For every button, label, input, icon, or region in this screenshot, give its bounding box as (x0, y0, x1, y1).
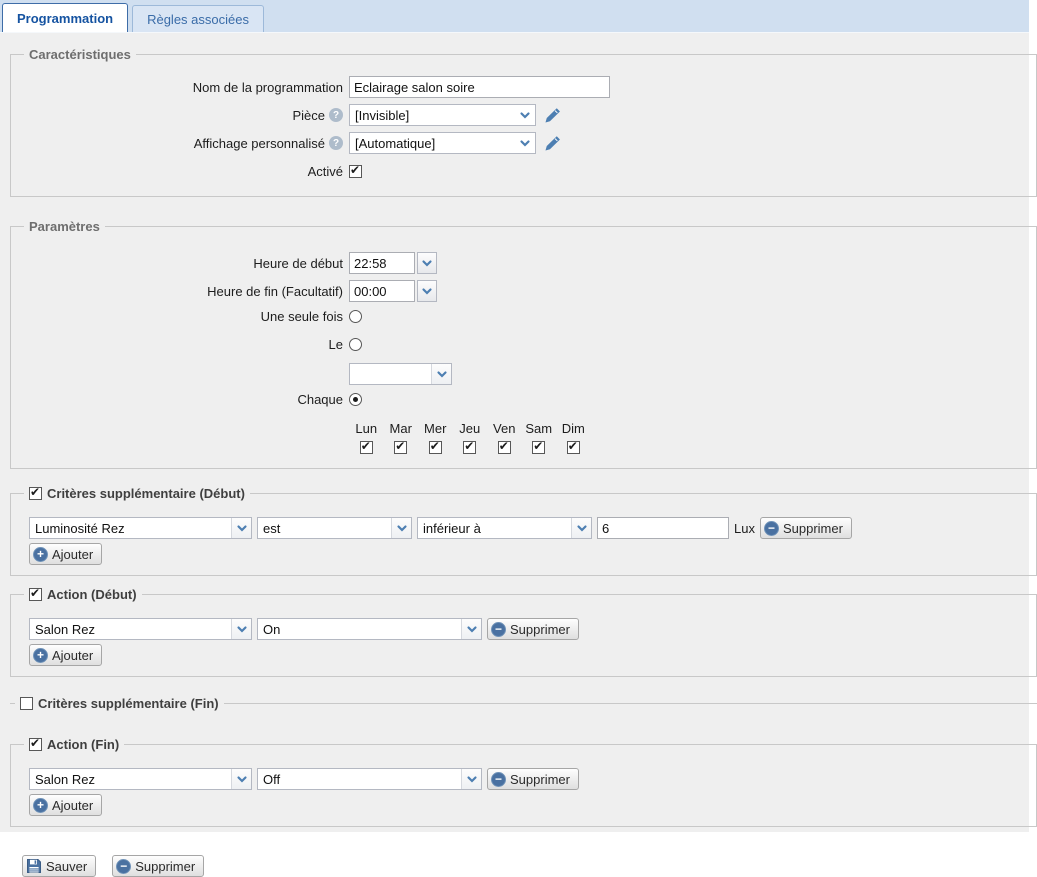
plus-circle-icon: + (33, 547, 48, 562)
criteres-debut-comparison-value: inférieur à (423, 520, 481, 536)
section-action-debut-title: Action (Début) (47, 587, 137, 602)
chevron-down-icon (571, 518, 591, 538)
affichage-edit-pencil-icon[interactable] (544, 135, 561, 152)
criteres-debut-supprimer-button[interactable]: − Supprimer (760, 517, 852, 539)
criteres-debut-unit-label: Lux (734, 520, 755, 536)
active-label: Activé (307, 163, 343, 179)
section-caracteristiques-title: Caractéristiques (29, 47, 131, 62)
minus-circle-icon: − (764, 521, 779, 536)
section-parametres-title: Paramètres (29, 219, 100, 234)
weekday-checkbox-group (349, 421, 591, 454)
criteres-debut-device-select[interactable] (29, 517, 252, 539)
action-fin-ajouter-button[interactable]: + Ajouter (29, 794, 102, 816)
chevron-down-icon (515, 133, 535, 153)
le-radio[interactable] (349, 338, 362, 351)
affichage-select[interactable] (349, 132, 536, 154)
section-action-fin (10, 737, 1037, 827)
action-debut-device-select[interactable] (29, 618, 252, 640)
heure-debut-input[interactable] (349, 252, 415, 274)
day-checkbox-jeu[interactable] (463, 441, 476, 454)
chevron-down-icon (461, 769, 481, 789)
action-debut-value-select[interactable] (257, 618, 482, 640)
supprimer-button[interactable]: − Supprimer (112, 855, 204, 877)
floppy-disk-icon (26, 858, 42, 874)
chevron-down-icon (431, 364, 451, 384)
piece-help-icon[interactable]: ? (329, 108, 343, 122)
une-seule-fois-label: Une seule fois (260, 308, 343, 324)
section-action-debut (10, 587, 1037, 677)
criteres-debut-row (29, 517, 1028, 539)
action-fin-device-value: Salon Rez (35, 771, 95, 787)
section-caracteristiques (10, 47, 1037, 197)
minus-circle-icon: − (491, 622, 506, 637)
heure-debut-label: Heure de début (253, 255, 343, 271)
section-parametres (10, 219, 1037, 469)
action-fin-row (29, 768, 1028, 790)
chevron-down-icon (391, 518, 411, 538)
piece-select[interactable] (349, 104, 536, 126)
criteres-debut-ajouter-button[interactable]: + Ajouter (29, 543, 102, 565)
section-criteres-fin (10, 696, 1037, 711)
day-checkbox-ven[interactable] (498, 441, 511, 454)
chevron-down-icon (461, 619, 481, 639)
action-fin-enable-checkbox[interactable] (29, 738, 42, 751)
day-label-dim: Dim (561, 421, 585, 436)
action-fin-supprimer-button[interactable]: − Supprimer (487, 768, 579, 790)
action-debut-row (29, 618, 1028, 640)
une-seule-fois-radio[interactable] (349, 310, 362, 323)
piece-edit-pencil-icon[interactable] (544, 107, 561, 124)
day-label-mar: Mar (389, 421, 412, 436)
minus-circle-icon: − (116, 859, 131, 874)
tab-programmation[interactable] (2, 3, 128, 32)
section-criteres-fin-title: Critères supplémentaire (Fin) (38, 696, 219, 711)
criteres-debut-value-input[interactable] (597, 517, 729, 539)
day-label-ven: Ven (493, 421, 516, 436)
action-fin-value-select[interactable] (257, 768, 482, 790)
chaque-label: Chaque (297, 391, 343, 407)
affichage-select-value: [Automatique] (355, 135, 436, 151)
day-label-mer: Mer (424, 421, 447, 436)
tab-programmation-label: Programmation (17, 10, 114, 26)
day-checkbox-mer[interactable] (429, 441, 442, 454)
chevron-down-icon (231, 619, 251, 639)
footer-actions (22, 855, 1029, 877)
active-checkbox[interactable] (349, 165, 362, 178)
plus-circle-icon: + (33, 798, 48, 813)
heure-debut-chevron-down-icon[interactable] (417, 252, 437, 274)
sauver-button[interactable]: Sauver (22, 855, 96, 877)
heure-fin-label: Heure de fin (Facultatif) (207, 283, 343, 299)
day-checkbox-lun[interactable] (360, 441, 373, 454)
piece-select-value: [Invisible] (355, 107, 410, 123)
action-debut-ajouter-button[interactable]: + Ajouter (29, 644, 102, 666)
piece-label: Pièce (292, 107, 325, 123)
nom-label: Nom de la programmation (192, 79, 343, 95)
tab-bar (0, 0, 1029, 33)
heure-fin-input[interactable] (349, 280, 415, 302)
heure-fin-chevron-down-icon[interactable] (417, 280, 437, 302)
criteres-debut-device-value: Luminosité Rez (35, 520, 125, 536)
form-content (0, 33, 1029, 874)
nom-input[interactable] (349, 76, 610, 98)
chaque-radio[interactable] (349, 393, 362, 406)
day-checkbox-mar[interactable] (394, 441, 407, 454)
action-debut-enable-checkbox[interactable] (29, 588, 42, 601)
criteres-debut-comparison-select[interactable] (417, 517, 592, 539)
criteres-fin-enable-checkbox[interactable] (20, 697, 33, 710)
action-debut-value: On (263, 621, 281, 637)
action-fin-device-select[interactable] (29, 768, 252, 790)
le-date-select[interactable] (349, 363, 452, 385)
criteres-debut-operator-select[interactable] (257, 517, 412, 539)
plus-circle-icon: + (33, 648, 48, 663)
chevron-down-icon (515, 105, 535, 125)
affichage-label: Affichage personnalisé (193, 135, 325, 151)
section-criteres-debut-title: Critères supplémentaire (Début) (47, 486, 245, 501)
tab-regles-associees-label: Règles associées (147, 11, 249, 27)
action-debut-device-value: Salon Rez (35, 621, 95, 637)
criteres-debut-enable-checkbox[interactable] (29, 487, 42, 500)
day-label-lun: Lun (355, 421, 378, 436)
affichage-help-icon[interactable]: ? (329, 136, 343, 150)
action-fin-value: Off (263, 771, 281, 787)
section-criteres-debut (10, 486, 1037, 576)
tab-regles-associees[interactable] (132, 5, 264, 32)
action-debut-supprimer-button[interactable]: − Supprimer (487, 618, 579, 640)
chevron-down-icon (231, 769, 251, 789)
day-checkbox-dim[interactable] (567, 441, 580, 454)
day-checkbox-sam[interactable] (532, 441, 545, 454)
day-label-sam: Sam (525, 421, 553, 436)
le-label: Le (328, 336, 343, 352)
chevron-down-icon (231, 518, 251, 538)
day-label-jeu: Jeu (459, 421, 481, 436)
section-action-fin-title: Action (Fin) (47, 737, 120, 752)
minus-circle-icon: − (491, 772, 506, 787)
criteres-debut-operator-value: est (263, 520, 281, 536)
